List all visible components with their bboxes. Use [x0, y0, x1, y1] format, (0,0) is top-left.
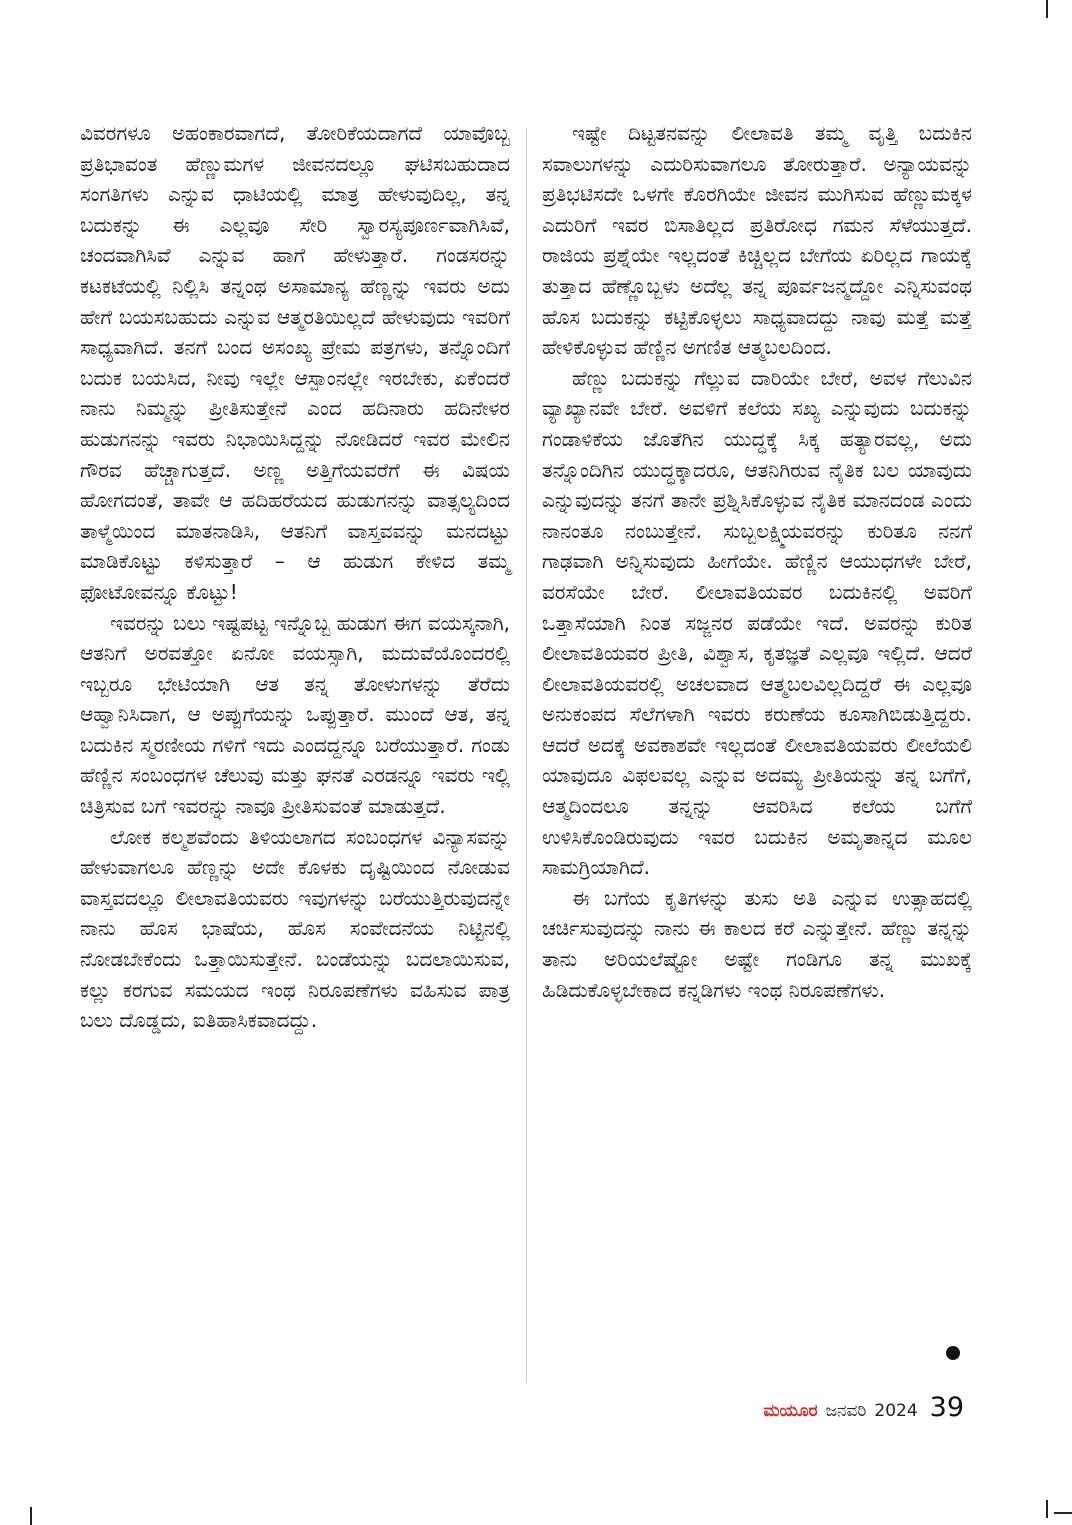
issue-year: 2024: [874, 1401, 918, 1421]
crop-mark: [30, 1507, 32, 1525]
paragraph: ಈ ಬಗೆಯ ಕೃತಿಗಳನ್ನು ತುಸು ಅತಿ ಎನ್ನುವ ಉತ್ಸಾಹದಲ್ಲಿ ಚರ್ಚಿಸುವುದನ್ನು ನಾನು ಈ ಕಾಲದ ಕರೆ ಎನ್ನುತ್ತೇನೆ. ಹೆಣ್ಣು ತನ್ನನ್ನು ತಾನು ಅರಿಯಲೆಷ್ಟೋ ಅಷ್ಟೇ ಗಂಡಿಗೂ ತನ್ನ ಮುಖಕ್ಕೆ ಹಿಡಿದುಕೊಳ್ಳಬೇಕಾದ ಕನ್ನಡಿಗಳು ಇಂಥ ನಿರೂಪಣೆಗಳು.: [542, 885, 972, 1002]
paragraph: ಲೋಕ ಕಲ್ಮಶವೆಂದು ತಿಳಿಯಲಾಗದ ಸಂಬಂಧಗಳ ವಿನ್ಯಾಸವನ್ನು ಹೇಳುವಾಗಲೂ ಹೆಣ್ಣನ್ನು ಅದೇ ಕೊಳಕು ದೃಷ್ಟಿಯಿಂದ ನೋಡುವ ವಾಸ್ತವದಲ್ಲೂ ಲೀಲಾವತಿಯವರು ಇವುಗಳನ್ನು ಬರೆಯುತ್ತಿರುವುದನ್ನೇ ನಾನು ಹೊಸ ಭಾಷೆಯ, ಹೊಸ ಸಂವೇದನೆಯ ನಿಟ್ಟಿನಲ್ಲಿ ನೋಡಬೇಕೆಂದು ಒತ್ತಾಯಿಸುತ್ತೇನೆ. ಬಂಡೆಯನ್ನು ಬದಲಾಯಿಸುವ, ಕಲ್ಲು ಕರಗುವ ಸಮಯದ ಇಂಥ ನಿರೂಪಣೆಗಳು ವಹಿಸುವ ಪಾತ್ರ ಬಲು ದೊಡ್ಡದು, ಐತಿಹಾಸಿಕವಾದದ್ದು.: [80, 824, 510, 1033]
crop-mark: [1046, 0, 1048, 18]
paragraph: ಇಷ್ಟೇ ದಿಟ್ಟತನವನ್ನು ಲೀಲಾವತಿ ತಮ್ಮ ವೃತ್ತಿ ಬದುಕಿನ ಸವಾಲುಗಳನ್ನು ಎದುರಿಸುವಾಗಲೂ ತೋರುತ್ತಾರೆ. ಅನ್ಯಾಯವನ್ನು ಪ್ರತಿಭಟಿಸದೇ ಒಳಗೇ ಕೊರಗಿಯೇ ಜೀವನ ಮುಗಿಸುವ ಹೆಣ್ಣುಮಕ್ಕಳ ಎದುರಿಗೆ ಇವರ ಬಿಸಾತಿಲ್ಲದ ಪ್ರತಿರೋಧ ಗಮನ ಸೆಳೆಯುತ್ತದೆ. ರಾಜಿಯ ಪ್ರಶ್ನೆಯೇ ಇಲ್ಲದಂತೆ ಕಿಚ್ಚಿಲ್ಲದ ಬೇಗೆಯ ಏರಿಲ್ಲದ ಗಾಯಕ್ಕೆ ತುತ್ತಾದ ಹೆಣ್ಣೊಬ್ಬಳು ಅದೆಲ್ಲ ತನ್ನ ಪೂರ್ವಜನ್ಮದ್ದೋ ಎನ್ನಿಸುವಂಥ ಹೊಸ ಬದುಕನ್ನು ಕಟ್ಟಿಕೊಳ್ಳಲು ಸಾಧ್ಯವಾದದ್ದು ನಾವು ಮತ್ತೆ ಮತ್ತೆ ಹೇಳಿಕೊಳ್ಳುವ ಹೆಣ್ಣಿನ ಅಗಣಿತ ಆತ್ಮಬಲದಿಂದ.: [542, 121, 972, 360]
paragraph: ವಿವರಗಳೂ ಅಹಂಕಾರವಾಗದೆ, ತೋರಿಕೆಯದಾಗದೆ ಯಾವೊಬ್ಬ ಪ್ರತಿಭಾವಂತ ಹೆಣ್ಣುಮಗಳ ಜೀವನದಲ್ಲೂ ಘಟಿಸಬಹುದಾದ ಸಂಗತಿಗಳು ಎನ್ನುವ ಧಾಟಿಯಲ್ಲಿ ಮಾತ್ರ ಹೇಳುವುದಿಲ್ಲ, ತನ್ನ ಬದುಕನ್ನು ಈ ಎಲ್ಲವೂ ಸೇರಿ ಸ್ವಾರಸ್ಯಪೂರ್ಣವಾಗಿಸಿವೆ, ಚಂದವಾಗಿಸಿವೆ ಎನ್ನುವ ಹಾಗೆ ಹೇಳುತ್ತಾರೆ. ಗಂಡಸರನ್ನು ಕಟಕಟೆಯಲ್ಲಿ ನಿಲ್ಲಿಸಿ ತನ್ನಂಥ ಅಸಾಮಾನ್ಯ ಹೆಣ್ಣನ್ನು ಇವರು ಅದು ಹೇಗೆ ಬಯಸಬಹುದು ಎನ್ನುವ ಆತ್ಮರತಿಯಿಲ್ಲದೆ ಹೇಳುವುದು ಇವರಿಗೆ ಸಾಧ್ಯವಾಗಿದೆ. ತನಗೆ ಬಂದ ಅಸಂಖ್ಯ ಪ್ರೇಮ ಪತ್ರಗಳು, ತನ್ನೊಂದಿಗೆ ಬದುಕ ಬಯಸಿದ, ನೀವು ಇಲ್ಲೇ ಆಸ್ಪಾಂನಲ್ಲೇ ಇರಬೇಕು, ಏಕೆಂದರೆ ನಾನು ನಿಮ್ಮನ್ನು ಪ್ರೀತಿಸುತ್ತೇನೆ ಎಂದ ಹದಿನಾರು ಹದಿನೇಳರ ಹುಡುಗನನ್ನು ಇವರು ನಿಭಾಯಿಸಿದ್ದನ್ನು ನೋಡಿದರೆ ಇವರ ಮೇಲಿನ ಗೌರವ ಹೆಚ್ಚಾಗುತ್ತದೆ. ಅಣ್ಣ ಅತ್ತಿಗೆಯವರೆಗೆ ಈ ವಿಷಯ ಹೋಗದಂತೆ, ತಾವೇ ಆ ಹದಿಹರೆಯದ ಹುಡುಗನನ್ನು ವಾತ್ಸಲ್ಯದಿಂದ ತಾಳ್ಮೆಯಿಂದ ಮಾತನಾಡಿಸಿ, ಆತನಿಗೆ ವಾಸ್ತವವನ್ನು ಮನದಟ್ಟು ಮಾಡಿಕೊಟ್ಟು ಕಳಿಸುತ್ತಾರೆ – ಆ ಹುಡುಗ ಕೇಳಿದ ತಮ್ಮ ಫೋಟೋವನ್ನೂ ಕೊಟ್ಟು!: [80, 121, 510, 604]
column-divider: [526, 128, 527, 1383]
end-of-article-bullet-icon: [946, 1346, 960, 1360]
right-column: [542, 118, 972, 1388]
paragraph: ಇವರನ್ನು ಬಲು ಇಷ್ಟಪಟ್ಟ ಇನ್ನೊಬ್ಬ ಹುಡುಗ ಈಗ ವಯಸ್ಕನಾಗಿ, ಆತನಿಗೆ ಅರವತ್ತೋ ಏನೋ ವಯಸ್ಸಾಗಿ, ಮದುವೆಯೊಂದರಲ್ಲಿ ಇಬ್ಬರೂ ಭೇಟಿಯಾಗಿ ಆತ ತನ್ನ ತೋಳುಗಳನ್ನು ತೆರೆದು ಆಹ್ವಾನಿಸಿದಾಗ, ಆ ಅಪ್ಪುಗೆಯನ್ನು ಒಪ್ಪುತ್ತಾರೆ. ಮುಂದೆ ಆತ, ತನ್ನ ಬದುಕಿನ ಸ್ಮರಣೀಯ ಗಳಿಗೆ ಇದು ಎಂದದ್ದನ್ನೂ ಬರೆಯುತ್ತಾರೆ. ಗಂಡು ಹೆಣ್ಣಿನ ಸಂಬಂಧಗಳ ಚೆಲುವು ಮತ್ತು ಘನತೆ ಎರಡನ್ನೂ ಇವರು ಇಲ್ಲಿ ಚಿತ್ರಿಸುವ ಬಗೆ ಇವರನ್ನು ನಾವೂ ಪ್ರೀತಿಸುವಂತೆ ಮಾಡುತ್ತದೆ.: [80, 610, 510, 819]
magazine-name: ಮಯೂರ: [763, 1401, 818, 1421]
page-number: 39: [929, 1392, 964, 1423]
article-body: [80, 118, 972, 1388]
left-column: [80, 118, 510, 1388]
paragraph: ಹೆಣ್ಣು ಬದುಕನ್ನು ಗೆಲ್ಲುವ ದಾರಿಯೇ ಬೇರೆ, ಅವಳ ಗೆಲುವಿನ ವ್ಯಾಖ್ಯಾನವೇ ಬೇರೆ. ಅವಳಿಗೆ ಕಲೆಯ ಸಖ್ಯ ಎನ್ನುವುದು ಬದುಕನ್ನು ಗಂಡಾಳಿಕೆಯ ಜೊತೆಗಿನ ಯುದ್ಧಕ್ಕೆ ಸಿಕ್ಕ ಹತ್ಯಾರವಲ್ಲ, ಅದು ತನ್ನೊಂದಿಗಿನ ಯುದ್ಧಕ್ಕಾದರೂ, ಆತನಿಗಿರುವ ನೈತಿಕ ಬಲ ಯಾವುದು ಎನ್ನುವುದನ್ನು ತನಗೆ ತಾನೇ ಪ್ರಶ್ನಿಸಿಕೊಳ್ಳುವ ನೈತಿಕ ಮಾನದಂಡ ಎಂದು ನಾನಂತೂ ನಂಬುತ್ತೇನೆ. ಸುಬ್ಬಲಕ್ಷ್ಮಿಯವರನ್ನು ಕುರಿತೂ ನನಗೆ ಗಾಢವಾಗಿ ಅನ್ನಿಸುವುದು ಹೀಗೆಯೇ. ಹೆಣ್ಣಿನ ಆಯುಧಗಳೇ ಬೇರೆ, ವರಸೆಯೇ ಬೇರೆ. ಲೀಲಾವತಿಯವರ ಬದುಕಿನಲ್ಲಿ ಅವರಿಗೆ ಒತ್ತಾಸೆಯಾಗಿ ನಿಂತ ಸಜ್ಜನರ ಪಡೆಯೇ ಇದೆ. ಅವರನ್ನು ಕುರಿತ ಲೀಲಾವತಿಯವರ ಪ್ರೀತಿ, ವಿಶ್ವಾಸ, ಕೃತಜ್ಞತೆ ಎಲ್ಲವೂ ಇಲ್ಲಿದೆ. ಆದರೆ ಲೀಲಾವತಿಯವರಲ್ಲಿ ಅಚಲವಾದ ಆತ್ಮಬಲವಿಲ್ಲದಿದ್ದರೆ ಈ ಎಲ್ಲವೂ ಅನುಕಂಪದ ಸೆಲೆಗಳಾಗಿ ಇವರು ಕರುಣೆಯ ಕೂಸಾಗಿಬಿಡುತ್ತಿದ್ದರು. ಆದರೆ ಅದಕ್ಕೆ ಅವಕಾಶವೇ ಇಲ್ಲದಂತೆ ಲೀಲಾವತಿಯವರು ಲೀಲೆಯಲಿ ಯಾವುದೂ ವಿಫಲವಲ್ಲ ಎನ್ನುವ ಅದಮ್ಯ ಪ್ರೀತಿಯನ್ನು ತನ್ನ ಬಗೆಗೆ, ಆತ್ಮದಿಂದಲೂ ತನ್ನನ್ನು ಆವರಿಸಿದ ಕಲೆಯ ಬಗೆಗೆ ಉಳಿಸಿಕೊಂಡಿರುವುದು ಇವರ ಬದುಕಿನ ಅಮೃತಾನ್ನದ ಮೂಲ ಸಾಮಗ್ರಿಯಾಗಿದೆ.: [542, 365, 972, 880]
page-footer: [763, 1392, 964, 1432]
crop-mark: [1054, 1512, 1072, 1514]
issue-month: ಜನವರಿ: [825, 1401, 867, 1421]
crop-mark: [1046, 1500, 1048, 1518]
